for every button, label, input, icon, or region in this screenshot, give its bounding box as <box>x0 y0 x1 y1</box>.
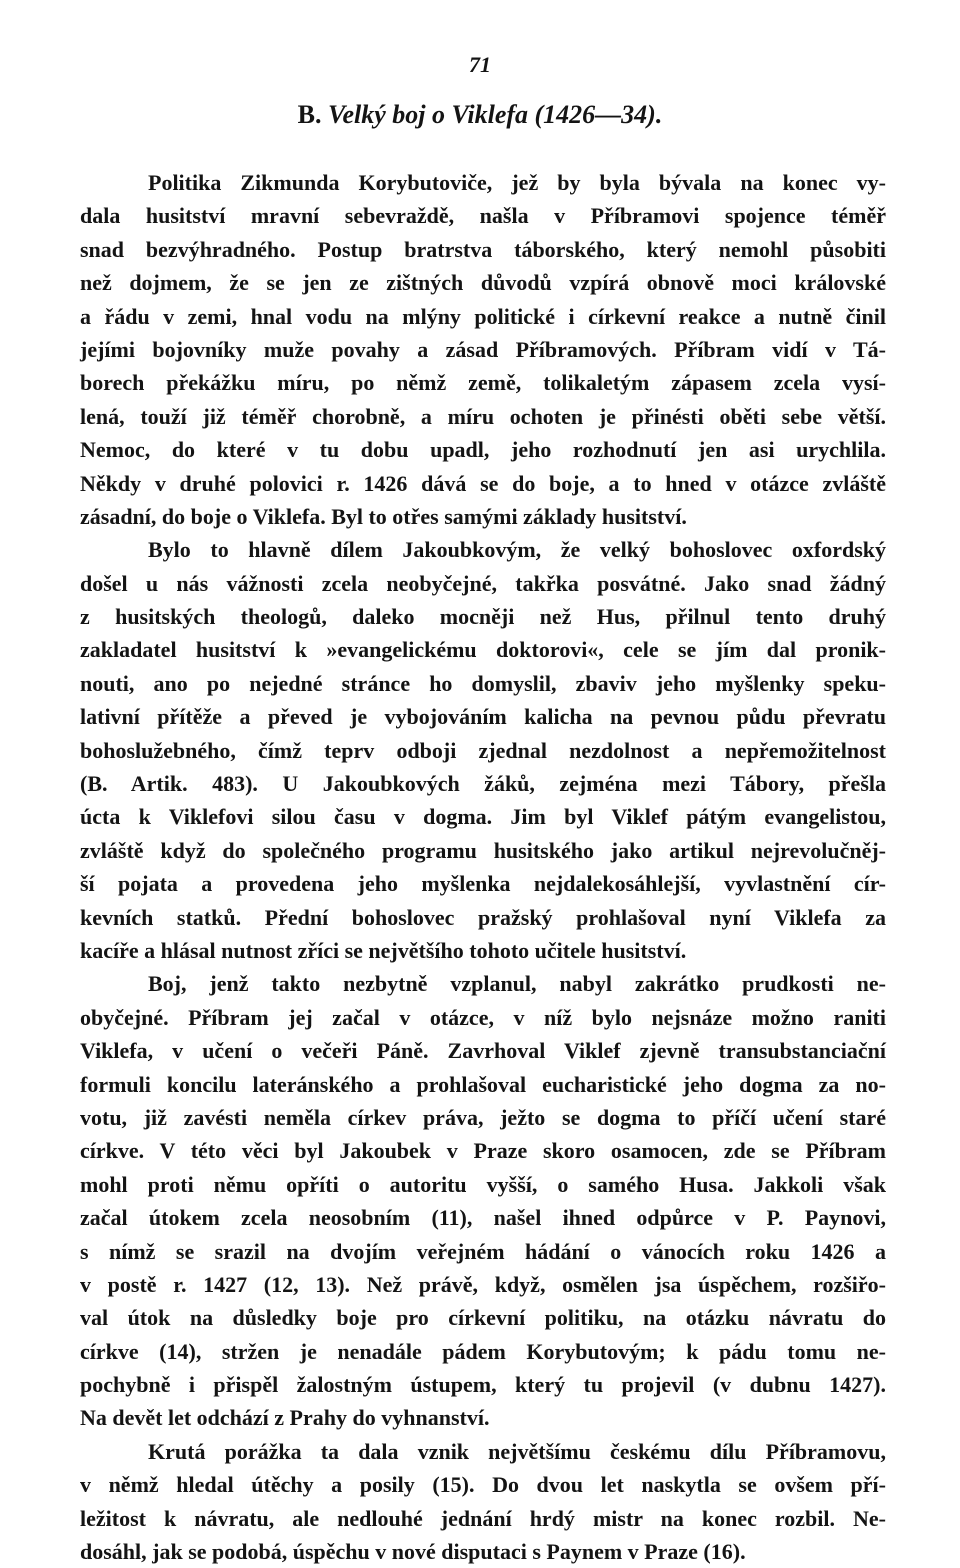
text-line: ležitost k návratu, ale nedlouhé jednání hrdý mistr na konec rozbil. Ne- <box>80 1505 886 1531</box>
text-line: zásadní, do boje o Viklefa. Byl to otřes samými základy husitství. <box>80 503 687 529</box>
text-line: kacíře a hlásal nutnost zříci se největšího tohoto učitele husitství. <box>80 937 687 963</box>
text-line: církve. V této věci byl Jakoubek v Praze skoro osamocen, zde se Příbram <box>80 1138 886 1164</box>
text-line: Boj, jenž takto nezbytně vzplanul, nabyl zakrátko prudkosti ne- <box>148 971 886 997</box>
text-line: s nímž se srazil na dvojím veřejném hádání o vánocích roku 1426 a <box>80 1238 886 1264</box>
text-line: dala husitství mravní sebevraždě, našla v Příbramovi spojence téměř <box>80 203 886 229</box>
text-line: z husitských theologů, daleko mocněji než Hus, přilnul tento druhý <box>80 604 886 630</box>
text-line: dosáhl, jak se podobá, úspěchu v nové disputaci s Paynem v Praze (16). <box>80 1539 746 1565</box>
text-line: Bylo to hlavně dílem Jakoubkovým, že velký bohoslovec oxfordský <box>148 537 886 563</box>
text-line: val útok na důsledky boje pro církevní politiku, na otázku návratu do <box>80 1305 886 1331</box>
text-line: (B. Artik. 483). U Jakoubkových žáků, zejména mezi Tábory, přešla <box>80 771 886 797</box>
section-heading <box>0 100 960 130</box>
text-line: Na devět let odchází z Prahy do vyhnanství. <box>80 1405 490 1431</box>
paragraph <box>80 967 886 1434</box>
body-text <box>80 166 886 1568</box>
paragraph <box>80 166 886 533</box>
text-line: Krutá porážka ta dala vznik největšímu českému dílu Příbramovu, <box>148 1438 886 1464</box>
text-line: Viklefa, v učení o večeři Páně. Zavrhoval Viklef zjevně transubstanciační <box>80 1038 886 1064</box>
text-line: v němž hledal útěchy a posily (15). Do dvou let naskytla se ovšem pří- <box>80 1472 886 1498</box>
text-line: v postě r. 1427 (12, 13). Než právě, když, osmělen jsa úspěchem, rozšiřo- <box>80 1271 886 1297</box>
text-line: Nemoc, do které v tu dobu upadl, jeho rozhodnutí jen asi urychlila. <box>80 437 886 463</box>
text-line: kevních statků. Přední bohoslovec pražský prohlašoval nyní Viklefa za <box>80 904 886 930</box>
text-line: zakladatel husitství k »evangelickému doktorovi«, cele se jím dal pronik- <box>80 637 886 663</box>
text-line: lativní přítěže a převed je vybojováním kalicha na pevnou půdu převratu <box>80 704 886 730</box>
section-heading-title: Velký boj o Viklefa (1426—34). <box>327 100 663 129</box>
text-line: než dojmem, že se jen ze zištných důvodů vzpírá obnově moci královské <box>80 270 886 296</box>
text-line: mohl proti němu opříti o autoritu vyšší, o samého Husa. Jakkoli však <box>80 1171 886 1197</box>
text-line: pochybně i přispěl žalostným ústupem, který tu projevil (v dubnu 1427). <box>80 1372 886 1398</box>
paragraph <box>80 1435 886 1568</box>
paragraph <box>80 533 886 967</box>
text-line: Někdy v druhé polovici r. 1426 dává se do boje, a to hned v otázce zvláště <box>80 470 886 496</box>
text-line: ší pojata a provedena jeho myšlenka nejdalekosáhlejší, vyvlastnění cír- <box>80 871 886 897</box>
text-line: jejími bojovníky muže povahy a zásad Příbramových. Příbram vidí v Tá- <box>80 336 886 362</box>
text-line: úcta k Viklefovi silou času v dogma. Jim byl Viklef pátým evangelistou, <box>80 804 886 830</box>
text-line: a řádu v zemi, hnal vodu na mlýny politické i církevní reakce a nutně činil <box>80 303 886 329</box>
text-line: formuli koncilu lateránského a prohlašoval eucharistické jeho dogma za no- <box>80 1071 886 1097</box>
text-line: došel u nás vážnosti zcela neobyčejné, takřka posvátné. Jako snad žádný <box>80 570 886 596</box>
text-line: Politika Zikmunda Korybutoviče, jež by byla bývala na konec vy- <box>148 170 886 195</box>
text-line: nouti, ano po nejedné stránce ho domyslil, zbaviv jeho myšlenky speku- <box>80 670 886 696</box>
page-number: 71 <box>469 52 491 77</box>
text-line: obyčejné. Příbram jej začal v otázce, v níž bylo nejsnáze možno raniti <box>80 1004 886 1030</box>
text-line: církve (14), stržen je nenadále pádem Korybutovým; k pádu tomu ne- <box>80 1338 886 1364</box>
text-line: snad bezvýhradného. Postup bratrstva táborského, který nemohl působiti <box>80 236 886 262</box>
text-line: votu, již zavésti neměla církev práva, ježto se dogma to příčí učení staré <box>80 1104 886 1130</box>
text-line: zvláště když do společného programu husitského jako artikul nejrevolučněj- <box>80 837 886 863</box>
section-heading-prefix: B. <box>297 100 322 129</box>
text-line: lená, touží již téměř chorobně, a míru ochoten je přinésti oběti sebe větší. <box>80 403 886 429</box>
text-line: začal útokem zcela neosobním (11), našel ihned odpůrce v P. Paynovi, <box>80 1205 886 1231</box>
text-line: bohoslužebného, čímž teprv odboji zjednal nezdolnost a nepřemožitelnost <box>80 737 886 763</box>
text-line: borech překážku míru, po němž země, tolikaletým zápasem zcela vysí- <box>80 370 886 396</box>
